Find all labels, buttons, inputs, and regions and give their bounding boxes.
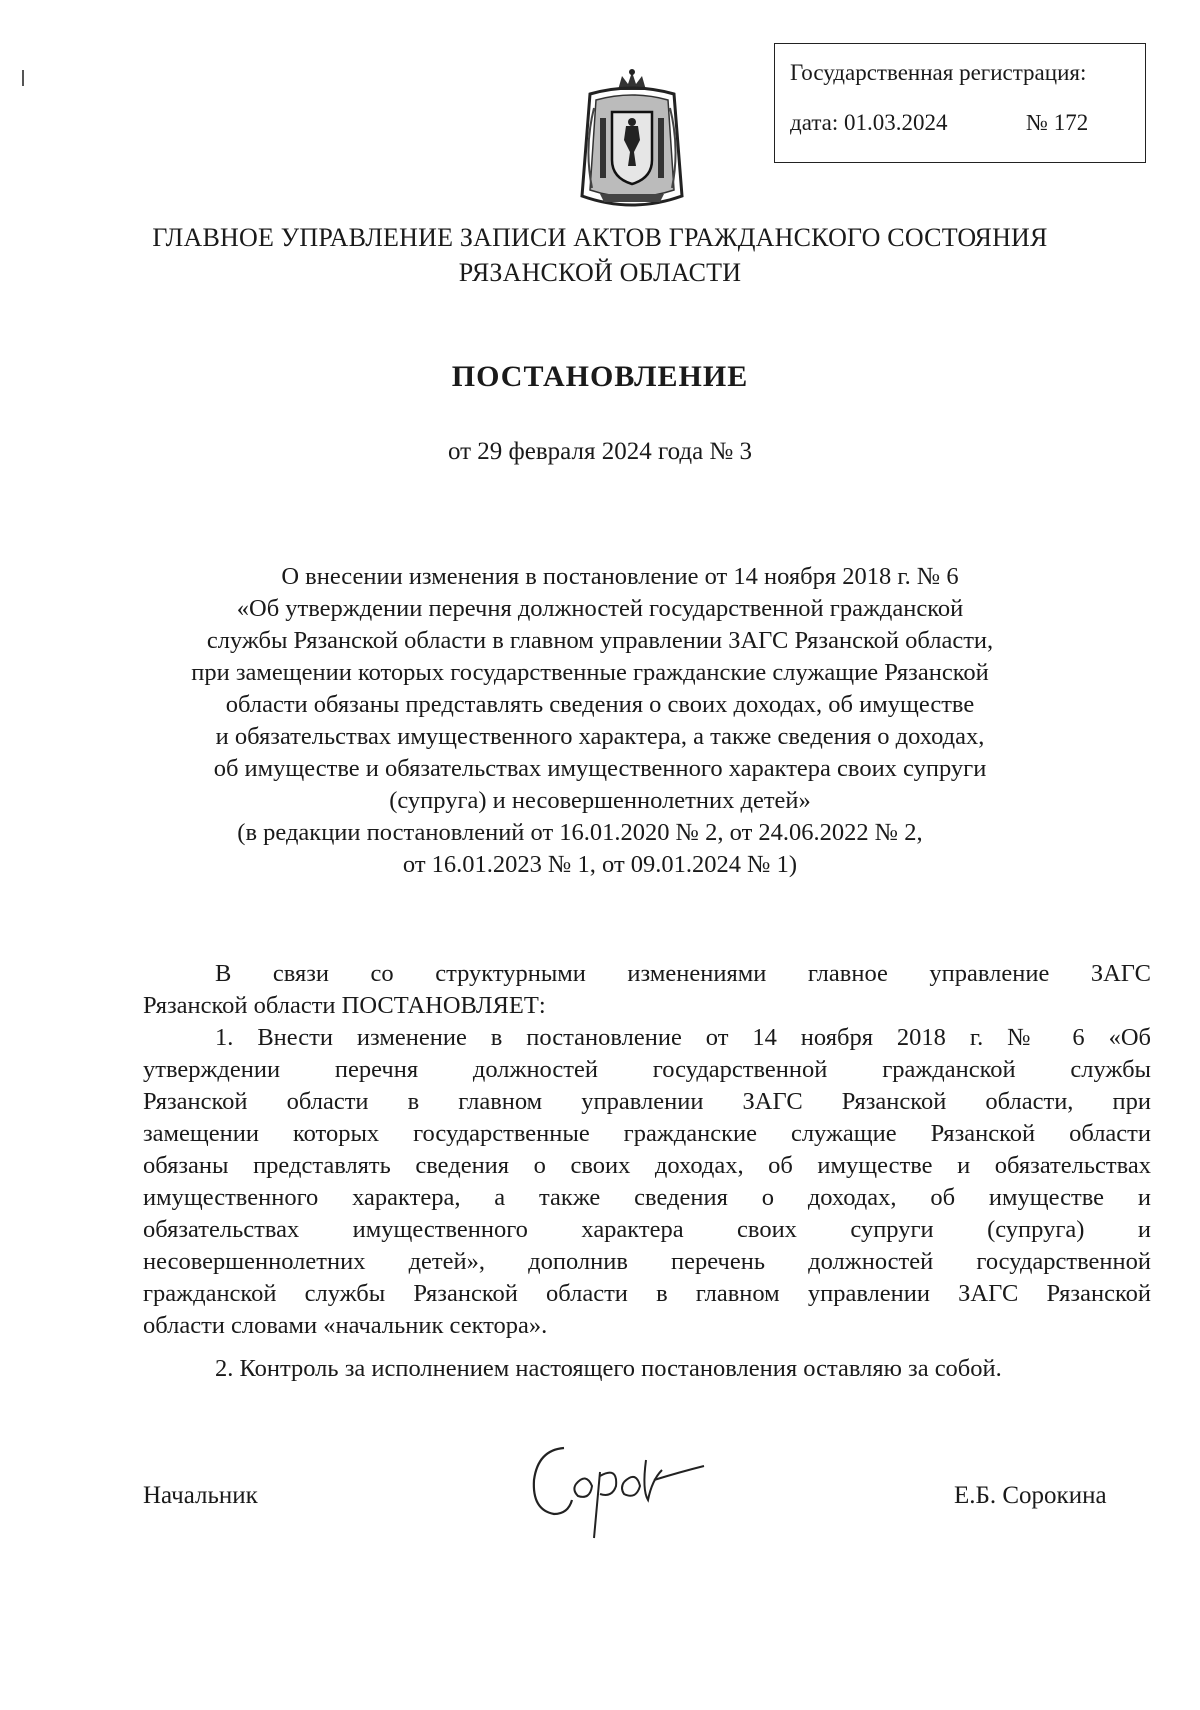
body-line: гражданской службы Рязанской области в главном управлении ЗАГС Рязанской	[143, 1280, 1151, 1307]
signatory-name: Е.Б. Сорокина	[954, 1482, 1107, 1509]
subject-line: при замещении которых государственные гражданские служащие Рязанской	[191, 659, 989, 686]
subject-line: О внесении изменения в постановление от 14 ноября 2018 г. № 6	[281, 563, 959, 590]
body-line: В связи со структурными изменениями главное управление ЗАГС	[215, 960, 1151, 987]
body-line: области словами «начальник сектора».	[143, 1312, 548, 1339]
org-name-line-1: ГЛАВНОЕ УПРАВЛЕНИЕ ЗАПИСИ АКТОВ ГРАЖДАНСКОГО СОСТОЯНИЯ	[152, 223, 1048, 252]
subject-line: и обязательствах имущественного характера, а также сведения о доходах,	[215, 723, 985, 750]
body-line: обязательствах имущественного характера своих супруги (супруга) и	[143, 1216, 1151, 1243]
subject-line: от 16.01.2023 № 1, от 09.01.2024 № 1)	[402, 851, 798, 878]
margin-mark	[22, 70, 24, 86]
subject-line: службы Рязанской области в главном управлении ЗАГС Рязанской области,	[206, 627, 994, 654]
subject-line: (супруга) и несовершеннолетних детей»	[389, 787, 811, 814]
registration-date: дата: 01.03.2024	[790, 110, 948, 135]
subject-line: области обязаны представлять сведения о своих доходах, об имуществе	[225, 691, 975, 718]
registration-title: Государственная регистрация:	[790, 60, 1087, 85]
subject-line: (в редакции постановлений от 16.01.2020 № 2, от 24.06.2022 № 2,	[237, 819, 923, 846]
body-line: Рязанской области в главном управлении ЗАГС Рязанской области, при	[143, 1088, 1151, 1115]
registration-number: № 172	[1026, 110, 1089, 135]
coat-of-arms-emblem	[570, 68, 694, 218]
document-date-number: от 29 февраля 2024 года № 3	[447, 438, 753, 465]
body-line: обязаны представлять сведения о своих доходах, об имуществе и обязательствах	[143, 1152, 1151, 1179]
body-line: несовершеннолетних детей», дополнив перечень должностей государственной	[143, 1248, 1151, 1275]
body-line: замещении которых государственные гражданские служащие Рязанской области	[143, 1120, 1151, 1147]
org-name-line-2: РЯЗАНСКОЙ ОБЛАСТИ	[458, 258, 742, 287]
body-line: 1. Внести изменение в постановление от 14 ноября 2018 г. № 6 «Об	[215, 1024, 1151, 1051]
document-type: ПОСТАНОВЛЕНИЕ	[451, 360, 749, 393]
handwritten-signature-icon	[520, 1430, 710, 1540]
signatory-role: Начальник	[143, 1482, 258, 1509]
body-line: Рязанской области ПОСТАНОВЛЯЕТ:	[143, 992, 546, 1019]
body-line: 2. Контроль за исполнением настоящего постановления оставляю за собой.	[215, 1355, 1002, 1382]
subject-line: «Об утверждении перечня должностей государственной гражданской	[236, 595, 964, 622]
body-line: утверждении перечня должностей государственной гражданской службы	[143, 1056, 1151, 1083]
body-line: имущественного характера, а также сведения о доходах, об имуществе и	[143, 1184, 1151, 1211]
subject-line: об имуществе и обязательствах имущественного характера своих супруги	[213, 755, 987, 782]
